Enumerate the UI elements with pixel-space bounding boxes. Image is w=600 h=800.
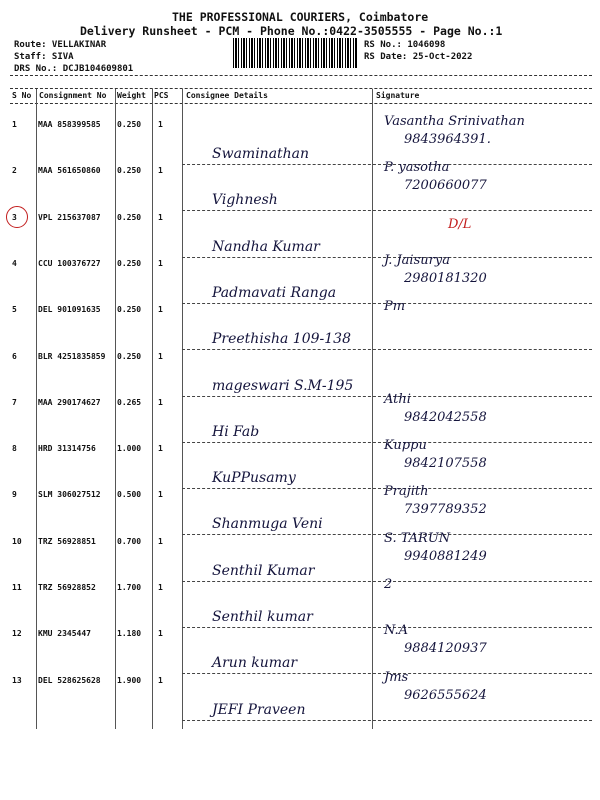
column-header-divider bbox=[10, 103, 592, 104]
row-pcs: 1 bbox=[158, 166, 163, 176]
row-consignment-no: MAA 858399585 bbox=[38, 120, 101, 129]
row-consignment-no: MAA 290174627 bbox=[38, 397, 101, 407]
row-sno: 10 bbox=[12, 536, 22, 546]
row-pcs: 1 bbox=[158, 351, 163, 361]
staff-label: Staff: SIVA bbox=[14, 52, 74, 62]
row-weight: 0.250 bbox=[117, 166, 142, 176]
red-circle-mark bbox=[6, 206, 28, 228]
row-weight: 0.250 bbox=[117, 120, 142, 129]
row-phone-handwritten: 9940881249 bbox=[404, 548, 487, 564]
row-signature: Kuppu bbox=[384, 438, 427, 454]
row-consignee-handwritten: Senthil kumar bbox=[212, 609, 313, 625]
header-divider bbox=[10, 75, 592, 76]
row-pcs: 1 bbox=[158, 120, 163, 129]
row-consignment-no: SLM 306027512 bbox=[38, 490, 101, 500]
runsheet-subtitle: Delivery Runsheet - PCM - Phone No.:0422-3505555 - Page No.:1 bbox=[80, 24, 503, 38]
row-signature: 2 bbox=[384, 577, 393, 592]
row-sno: 12 bbox=[12, 629, 22, 639]
column-divider bbox=[182, 89, 183, 729]
row-consignment-no: DEL 901091635 bbox=[38, 305, 101, 315]
row-signature: Jms bbox=[384, 669, 409, 685]
row-consignment-no: BLR 4251835859 bbox=[38, 351, 106, 361]
row-sno: 2 bbox=[12, 166, 17, 176]
row-consignee-handwritten: Vighnesh bbox=[212, 192, 278, 209]
column-divider bbox=[372, 89, 373, 729]
row-phone-handwritten: 2980181320 bbox=[404, 270, 487, 286]
row-pcs: 1 bbox=[158, 258, 163, 268]
row-pcs: 1 bbox=[158, 675, 163, 685]
row-consignee-handwritten: Swaminathan bbox=[212, 146, 310, 162]
route-label: Route: VELLAKINAR bbox=[14, 40, 107, 50]
row-phone-handwritten: 9843964391. bbox=[404, 132, 491, 147]
row-weight: 0.250 bbox=[117, 351, 142, 361]
row-consignment-no: TRZ 56928851 bbox=[38, 536, 96, 546]
row-consignee-handwritten: Nandha Kumar bbox=[212, 238, 320, 255]
row-consignee-handwritten: JEFI Praveen bbox=[212, 701, 306, 718]
row-separator bbox=[182, 210, 592, 211]
row-sno: 4 bbox=[12, 258, 17, 268]
row-sno: 9 bbox=[12, 490, 17, 500]
col-header-sno: S No bbox=[12, 91, 32, 100]
drs-number: DRS No.: DCJB104609801 bbox=[14, 64, 134, 74]
row-signature: N.A bbox=[384, 623, 409, 639]
row-sno: 1 bbox=[12, 120, 17, 129]
row-weight: 0.250 bbox=[117, 305, 142, 315]
row-consignment-no: VPL 215637087 bbox=[38, 212, 101, 222]
row-consignee-handwritten: Shanmuga Veni bbox=[212, 516, 323, 533]
row-phone-handwritten: 9626555624 bbox=[404, 687, 487, 703]
row-signature: J. Jaisurya bbox=[384, 252, 450, 268]
row-signature: Vasantha Srinivathan bbox=[384, 114, 525, 129]
row-pcs: 1 bbox=[158, 629, 163, 639]
column-divider bbox=[115, 89, 116, 729]
company-title: THE PROFESSIONAL COURIERS, Coimbatore bbox=[172, 10, 429, 24]
row-phone-handwritten: 7200660077 bbox=[404, 178, 487, 194]
row-weight: 1.180 bbox=[117, 629, 142, 639]
row-consignment-no: KMU 2345447 bbox=[38, 629, 91, 639]
row-signature: D/L bbox=[448, 216, 472, 232]
row-consignment-no: DEL 528625628 bbox=[38, 675, 101, 685]
col-header-consignee: Consignee Details bbox=[186, 91, 268, 100]
row-consignee-handwritten: Padmavati Ranga bbox=[212, 284, 337, 301]
row-phone-handwritten: 9884120937 bbox=[404, 641, 487, 657]
row-pcs: 1 bbox=[158, 212, 163, 222]
row-pcs: 1 bbox=[158, 397, 163, 407]
row-weight: 0.265 bbox=[117, 397, 142, 407]
column-divider bbox=[152, 89, 153, 729]
row-signature: Pm bbox=[384, 299, 406, 315]
rs-date: RS Date: 25-Oct-2022 bbox=[364, 52, 473, 62]
row-signature: Prajith bbox=[384, 484, 429, 500]
row-consignment-no: HRD 31314756 bbox=[38, 444, 96, 454]
row-pcs: 1 bbox=[158, 305, 163, 315]
row-weight: 1.900 bbox=[117, 675, 142, 685]
row-signature: S. TARUN bbox=[384, 530, 451, 546]
row-signature: P. yasotha bbox=[384, 160, 450, 176]
column-divider bbox=[36, 89, 37, 729]
row-consignment-no: TRZ 56928852 bbox=[38, 583, 96, 592]
row-sno: 8 bbox=[12, 444, 17, 454]
rs-number: RS No.: 1046098 bbox=[364, 40, 446, 50]
row-consignee-handwritten: KuPPusamy bbox=[212, 470, 296, 487]
row-weight: 1.700 bbox=[117, 583, 142, 592]
row-consignee-handwritten: Senthil Kumar bbox=[212, 562, 315, 579]
row-consignment-no: MAA 561650860 bbox=[38, 166, 101, 176]
col-header-weight: Weight bbox=[117, 91, 146, 100]
header-divider bbox=[10, 88, 592, 89]
row-sno: 7 bbox=[12, 397, 17, 407]
row-sno: 5 bbox=[12, 305, 17, 315]
row-sno: 3 bbox=[12, 212, 17, 222]
row-phone-handwritten: 9842042558 bbox=[404, 409, 487, 425]
row-weight: 0.250 bbox=[117, 212, 142, 222]
row-consignee-handwritten: Hi Fab bbox=[212, 423, 260, 440]
row-pcs: 1 bbox=[158, 583, 163, 592]
row-weight: 0.700 bbox=[117, 536, 142, 546]
row-consignee-handwritten: Arun kumar bbox=[212, 655, 298, 672]
row-weight: 1.000 bbox=[117, 444, 142, 454]
row-sno: 11 bbox=[12, 583, 22, 592]
col-header-signature: Signature bbox=[376, 91, 420, 100]
row-consignment-no: CCU 100376727 bbox=[38, 258, 101, 268]
row-separator bbox=[182, 720, 592, 721]
col-header-consignment: Consignment No bbox=[39, 91, 107, 100]
barcode bbox=[233, 38, 357, 68]
row-sno: 13 bbox=[12, 675, 22, 685]
row-consignee-handwritten: Preethisha 109-138 bbox=[212, 331, 351, 348]
row-sno: 6 bbox=[12, 351, 17, 361]
col-header-pcs: PCS bbox=[154, 91, 169, 100]
row-separator bbox=[182, 349, 592, 350]
row-consignee-handwritten: mageswari S.M-195 bbox=[212, 377, 354, 394]
row-weight: 0.250 bbox=[117, 258, 142, 268]
row-phone-handwritten: 9842107558 bbox=[404, 456, 487, 472]
row-signature: Athi bbox=[384, 391, 411, 407]
row-pcs: 1 bbox=[158, 536, 163, 546]
row-weight: 0.500 bbox=[117, 490, 142, 500]
row-pcs: 1 bbox=[158, 490, 163, 500]
row-pcs: 1 bbox=[158, 444, 163, 454]
row-phone-handwritten: 7397789352 bbox=[404, 502, 487, 518]
